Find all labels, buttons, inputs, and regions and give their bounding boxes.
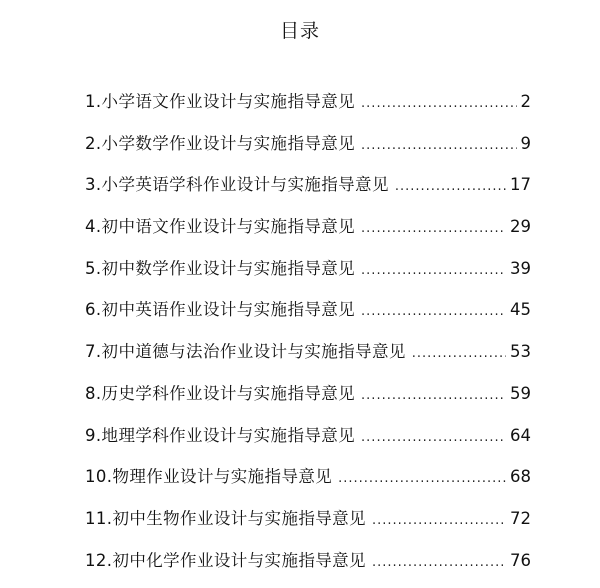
toc-page-number[interactable]: 2 bbox=[520, 92, 531, 111]
toc-page-number[interactable]: 53 bbox=[510, 342, 531, 362]
toc-entry[interactable] bbox=[85, 130, 531, 172]
toc-dot-leader bbox=[361, 304, 506, 319]
toc-entry[interactable] bbox=[85, 255, 531, 297]
toc-list bbox=[85, 88, 531, 588]
toc-entry[interactable] bbox=[85, 171, 531, 213]
toc-dot-leader bbox=[372, 513, 506, 528]
toc-dot-leader bbox=[372, 555, 506, 570]
toc-page-number[interactable]: 17 bbox=[510, 175, 531, 195]
toc-dot-leader bbox=[361, 263, 506, 278]
toc-entry[interactable] bbox=[85, 463, 531, 505]
toc-dot-leader bbox=[361, 221, 506, 236]
toc-dot-leader bbox=[361, 96, 516, 111]
toc-entry[interactable] bbox=[85, 547, 531, 588]
toc-page-number[interactable]: 9 bbox=[520, 133, 531, 153]
toc-page-number[interactable]: 39 bbox=[510, 258, 531, 278]
toc-dot-leader bbox=[361, 388, 506, 403]
toc-entry-label[interactable]: 4.初中语文作业设计与实施指导意见 bbox=[85, 217, 356, 237]
toc-page-number[interactable]: 59 bbox=[510, 383, 531, 403]
toc-dot-leader bbox=[412, 346, 506, 361]
toc-entry[interactable] bbox=[85, 505, 531, 547]
toc-entry[interactable] bbox=[85, 422, 531, 464]
toc-entry-label[interactable]: 1.小学语文作业设计与实施指导意见 bbox=[85, 92, 356, 111]
toc-page-number[interactable]: 64 bbox=[510, 425, 531, 445]
toc-page-number[interactable]: 45 bbox=[510, 300, 531, 320]
toc-entry[interactable] bbox=[85, 338, 531, 380]
toc-entry-label[interactable]: 3.小学英语学科作业设计与实施指导意见 bbox=[85, 175, 389, 195]
toc-entry-label[interactable]: 10.物理作业设计与实施指导意见 bbox=[85, 467, 333, 487]
toc-entry-label[interactable]: 11.初中生物作业设计与实施指导意见 bbox=[85, 508, 366, 528]
toc-entry[interactable] bbox=[85, 88, 531, 130]
toc-entry-label[interactable]: 9.地理学科作业设计与实施指导意见 bbox=[85, 425, 356, 445]
toc-page-number[interactable]: 29 bbox=[510, 217, 531, 237]
toc-dot-leader bbox=[338, 471, 506, 486]
toc-dot-leader bbox=[395, 179, 506, 194]
toc-page-number[interactable]: 72 bbox=[510, 508, 531, 528]
toc-entry-label[interactable]: 5.初中数学作业设计与实施指导意见 bbox=[85, 258, 356, 278]
toc-entry-label[interactable]: 12.初中化学作业设计与实施指导意见 bbox=[85, 550, 366, 570]
toc-page-number[interactable]: 68 bbox=[510, 467, 531, 487]
toc-entry[interactable] bbox=[85, 380, 531, 422]
toc-dot-leader bbox=[361, 430, 506, 445]
toc-dot-leader bbox=[361, 138, 516, 153]
page-title: 目录 bbox=[279, 20, 320, 42]
toc-entry-label[interactable]: 8.历史学科作业设计与实施指导意见 bbox=[85, 383, 356, 403]
toc-entry-label[interactable]: 2.小学数学作业设计与实施指导意见 bbox=[85, 133, 356, 153]
toc-entry-label[interactable]: 7.初中道德与法治作业设计与实施指导意见 bbox=[85, 342, 406, 362]
toc-page-number[interactable]: 76 bbox=[510, 550, 531, 570]
toc-entry[interactable] bbox=[85, 213, 531, 255]
toc-entry-label[interactable]: 6.初中英语作业设计与实施指导意见 bbox=[85, 300, 356, 320]
toc-entry[interactable] bbox=[85, 296, 531, 338]
